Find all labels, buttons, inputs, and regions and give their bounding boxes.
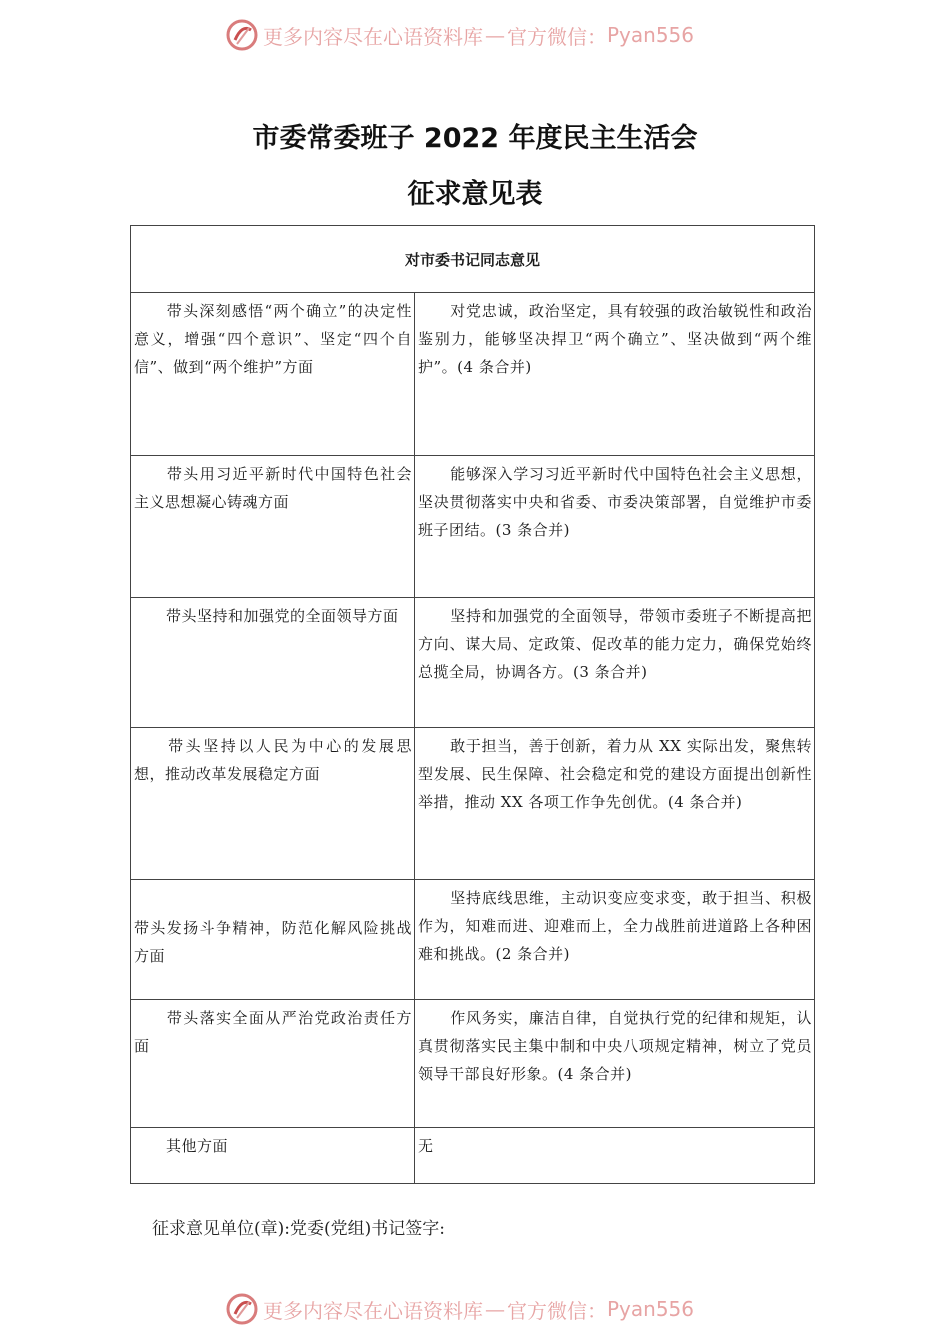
brand-logo-icon xyxy=(225,18,259,52)
opinion-cell xyxy=(415,880,815,1000)
opinion-text: 无 xyxy=(418,1137,434,1155)
aspect-cell xyxy=(131,728,415,880)
opinion-text: 对党忠诚，政治坚定，具有较强的政治敏锐性和政治鉴别力，能够坚决捍卫“两个确立”、坚决做到“两个维护”。(4 条合并) xyxy=(418,302,813,376)
opinion-table xyxy=(130,225,815,1184)
aspect-cell xyxy=(131,1000,415,1128)
aspect-text: 其他方面 xyxy=(166,1137,229,1155)
watermark-separator: — xyxy=(485,23,505,47)
opinion-cell xyxy=(415,1128,815,1184)
opinion-cell xyxy=(415,598,815,728)
aspect-text: 带头落实全面从严治党政治责任方面 xyxy=(134,1009,412,1055)
aspect-cell xyxy=(131,598,415,728)
table-row xyxy=(131,598,815,728)
aspect-cell xyxy=(131,1128,415,1184)
watermark-text: 更多内容尽在心语资料库 xyxy=(263,24,483,49)
table-row xyxy=(131,728,815,880)
document-title: 市委常委班子 2022 年度民主生活会 xyxy=(252,123,698,154)
opinion-text: 敢于担当，善于创新，着力从 XX 实际出发，聚焦转型发展、民生保障、社会稳定和党的建设方面提出创新性举措，推动 XX 各项工作争先创优。(4 条合并) xyxy=(418,737,813,811)
opinion-text: 作风务实，廉洁自律，自觉执行党的纪律和规矩，认真贯彻落实民主集中制和中央八项规定精神，树立了党员领导干部良好形象。(4 条合并) xyxy=(418,1009,813,1083)
watermark-account: Pyan556 xyxy=(607,1297,695,1321)
opinion-text: 坚持底线思维，主动识变应变求变，敢于担当、积极作为，知难而进、迎难而上，全力战胜前进道路上各种困难和挑战。(2 条合并) xyxy=(418,889,813,963)
aspect-text: 带头用习近平新时代中国特色社会主义思想凝心铸魂方面 xyxy=(134,465,412,511)
aspect-text: 带头深刻感悟“两个确立”的决定性意义，增强“四个意识”、坚定“四个自信”、做到“两个维护”方面 xyxy=(134,302,412,376)
table-row xyxy=(131,456,815,598)
table-row xyxy=(131,293,815,456)
table-row xyxy=(131,1000,815,1128)
watermark-wechat-label: 官方微信： xyxy=(507,1298,607,1323)
aspect-text: 带头坚持以人民为中心的发展思想，推动改革发展稳定方面 xyxy=(134,737,412,783)
table-header: 对市委书记同志意见 xyxy=(131,226,815,293)
watermark-banner-top xyxy=(225,17,694,53)
signature-line: 征求意见单位(章):党委(党组)书记签字: xyxy=(152,1219,445,1239)
table-header-row xyxy=(131,226,815,293)
table-row xyxy=(131,1128,815,1184)
opinion-text: 坚持和加强党的全面领导，带领市委班子不断提高把方向、谋大局、定政策、促改革的能力定力，确保党始终总揽全局，协调各方。(3 条合并) xyxy=(418,607,813,681)
watermark-text: 更多内容尽在心语资料库 xyxy=(263,1298,483,1323)
opinion-cell xyxy=(415,456,815,598)
brand-logo-icon xyxy=(225,1292,259,1326)
table-row xyxy=(131,880,815,1000)
aspect-cell xyxy=(131,293,415,456)
document-subtitle: 征求意见表 xyxy=(407,179,543,210)
watermark-wechat-label: 官方微信： xyxy=(507,24,607,49)
aspect-cell xyxy=(131,456,415,598)
aspect-cell xyxy=(131,880,415,1000)
watermark-banner-bottom xyxy=(225,1291,694,1327)
aspect-text: 带头发扬斗争精神，防范化解风险挑战方面 xyxy=(134,918,412,965)
watermark-separator: — xyxy=(485,1297,505,1321)
opinion-cell xyxy=(415,728,815,880)
opinion-cell xyxy=(415,1000,815,1128)
aspect-text: 带头坚持和加强党的全面领导方面 xyxy=(166,607,399,625)
watermark-account: Pyan556 xyxy=(607,23,695,47)
opinion-cell xyxy=(415,293,815,456)
opinion-text: 能够深入学习习近平新时代中国特色社会主义思想，坚决贯彻落实中央和省委、市委决策部署，自觉维护市委班子团结。(3 条合并) xyxy=(418,465,813,539)
